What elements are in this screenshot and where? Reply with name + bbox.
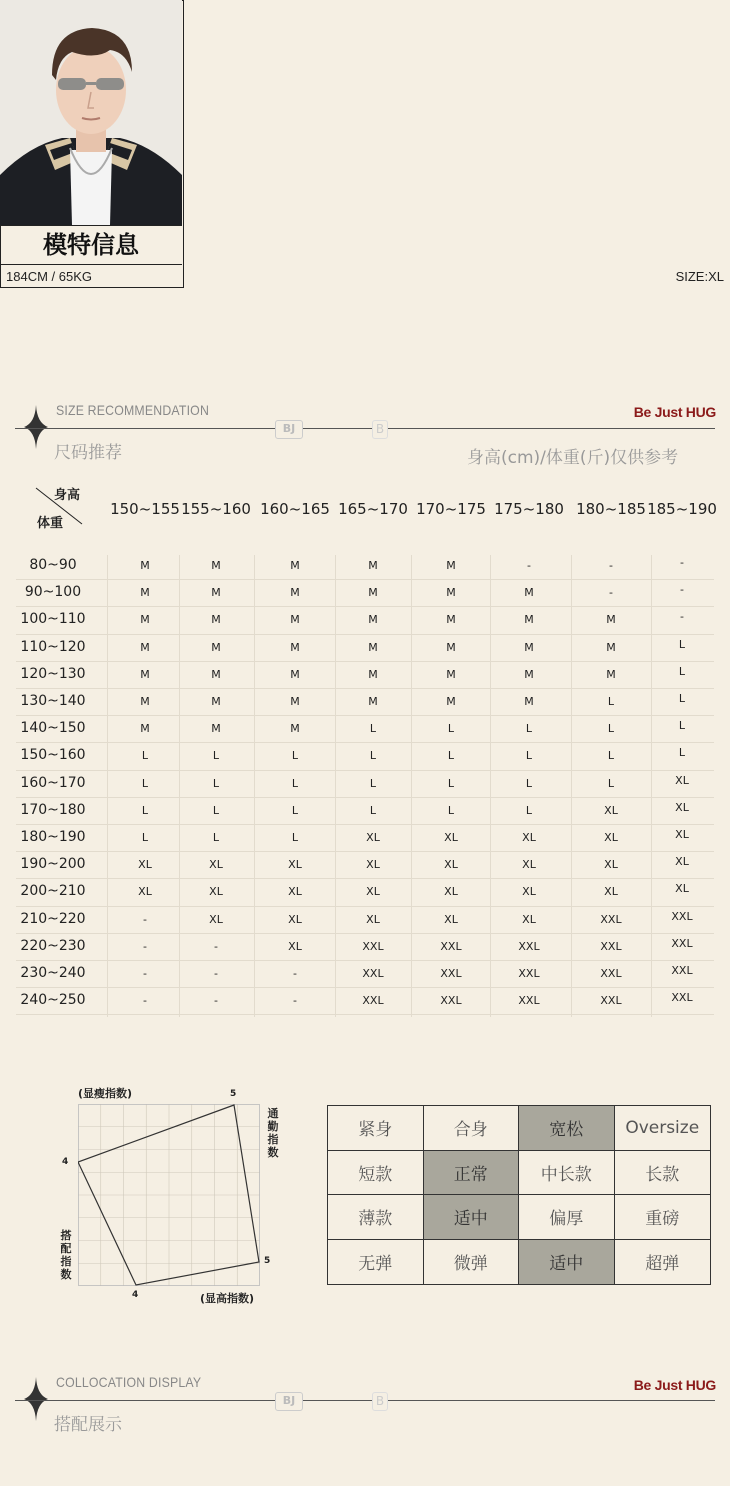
size-cell: XXL — [518, 967, 540, 980]
style-option-cell: 超弹 — [645, 1254, 680, 1275]
size-cell: XL — [288, 939, 302, 953]
size-cell: XL — [675, 800, 689, 814]
height-range-header: 155~160 — [181, 500, 251, 518]
size-cell: M — [211, 640, 221, 654]
monogram-b-logo: B — [372, 420, 388, 439]
size-cell: XXL — [518, 939, 540, 953]
size-cell: L — [212, 776, 220, 790]
weight-range-label: 100~110 — [20, 611, 86, 628]
size-cell: XXL — [362, 994, 384, 1008]
size-cell: M — [140, 613, 150, 627]
size-cell: L — [291, 831, 299, 844]
size-cell: L — [525, 803, 533, 817]
size-cell: M — [211, 559, 221, 572]
sparkle-icon — [24, 1377, 48, 1421]
size-cell: M — [290, 559, 300, 572]
size-cell: XXL — [518, 994, 540, 1008]
table-row-divider — [16, 906, 714, 907]
size-cell: M — [290, 640, 300, 654]
weight-range-label: 230~240 — [20, 965, 86, 981]
size-cell: M — [211, 586, 221, 600]
table-row-divider — [16, 824, 714, 825]
weight-range-label: 110~120 — [20, 638, 86, 655]
size-cell: - — [293, 967, 297, 980]
table-column-divider — [254, 555, 255, 1017]
size-cell: XL — [522, 912, 536, 926]
match-index-value: 4 — [62, 1157, 69, 1167]
size-cell: M — [211, 667, 221, 681]
style-option-cell: 偏厚 — [519, 1195, 615, 1240]
size-cell: XL — [444, 885, 458, 899]
reference-note: 身高(cm)/体重(斤)仅供参考 — [467, 448, 679, 468]
model-info-card — [0, 0, 724, 288]
size-cell: XL — [444, 858, 458, 872]
table-column-divider — [107, 555, 108, 1017]
size-cell: XXL — [440, 994, 462, 1008]
size-cell: XXL — [440, 939, 462, 953]
style-attribute-grid — [327, 1105, 711, 1285]
size-cell: XL — [288, 885, 302, 899]
size-cell: L — [525, 776, 533, 790]
size-cell: M — [368, 640, 378, 654]
size-cell: L — [525, 749, 533, 763]
size-cell: L — [291, 776, 299, 790]
style-option-cell: 宽松 — [519, 1106, 615, 1151]
size-cell: XL — [444, 831, 458, 844]
weight-range-label: 160~170 — [20, 774, 86, 791]
weight-range-label: 190~200 — [20, 856, 86, 873]
style-option-cell: Oversize — [615, 1106, 711, 1151]
size-cell: M — [290, 586, 300, 600]
style-option-cell: 短款 — [328, 1151, 424, 1196]
size-cell: L — [607, 749, 615, 763]
size-cell: - — [143, 912, 147, 926]
height-range-header: 165~170 — [338, 500, 408, 518]
size-cell: M — [140, 667, 150, 681]
table-row-divider — [16, 715, 714, 716]
model-illustration — [0, 0, 182, 225]
table-row-divider — [16, 688, 714, 689]
size-cell: L — [525, 722, 533, 736]
size-cell: M — [446, 613, 456, 627]
table-column-divider — [411, 555, 412, 1017]
size-cell: - — [143, 967, 147, 980]
monogram-logo: BJ — [275, 420, 303, 439]
size-cell: XL — [604, 885, 618, 899]
brand-logo: Be Just HUG — [633, 1377, 716, 1393]
table-row-divider — [16, 960, 714, 961]
size-cell: XL — [675, 773, 689, 787]
size-cell: - — [680, 583, 684, 597]
size-cell: M — [211, 613, 221, 627]
size-cell: L — [141, 831, 149, 844]
size-cell: L — [447, 803, 455, 817]
size-cell: M — [446, 695, 456, 708]
size-cell: XL — [209, 885, 223, 899]
style-option-cell: 薄款 — [328, 1195, 424, 1240]
size-cell: M — [290, 695, 300, 708]
size-cell: M — [290, 613, 300, 627]
size-cell: XL — [288, 858, 302, 872]
size-cell: M — [368, 613, 378, 627]
size-cell: L — [369, 776, 377, 790]
size-cell: - — [609, 586, 613, 600]
style-option-cell: 长款 — [615, 1151, 711, 1196]
size-cell: M — [524, 586, 534, 600]
table-row-divider — [16, 661, 714, 662]
size-cell: M — [446, 559, 456, 572]
size-cell: - — [680, 556, 684, 569]
model-info-title: 模特信息 — [0, 225, 182, 265]
size-cell: M — [368, 586, 378, 600]
size-cell: L — [607, 722, 615, 736]
size-cell: L — [678, 664, 686, 678]
size-cell: XL — [522, 885, 536, 899]
style-option-cell: 适中 — [519, 1240, 615, 1285]
weight-range-label: 240~250 — [20, 992, 86, 1009]
size-cell: - — [214, 994, 218, 1008]
size-cell: L — [447, 776, 455, 790]
size-cell: M — [524, 613, 534, 627]
size-cell: XL — [366, 885, 380, 899]
commute-index-value: 5 — [264, 1256, 271, 1266]
size-cell: M — [368, 695, 378, 708]
style-option-cell: 适中 — [424, 1195, 520, 1240]
size-cell: M — [606, 667, 616, 681]
size-cell: M — [140, 695, 150, 708]
size-cell: - — [293, 994, 297, 1008]
size-cell: M — [606, 613, 616, 627]
table-row-divider — [16, 1014, 714, 1015]
slim-index-value: 5 — [230, 1089, 237, 1099]
table-row-divider — [16, 933, 714, 934]
size-cell: L — [607, 776, 615, 790]
table-corner-cell — [20, 480, 86, 530]
height-range-header: 150~155 — [110, 500, 180, 518]
size-cell: L — [212, 831, 220, 844]
size-cell: XL — [138, 858, 152, 872]
size-cell: XL — [288, 912, 302, 926]
size-cell: M — [290, 667, 300, 681]
table-row-divider — [16, 797, 714, 798]
weight-range-label: 130~140 — [20, 693, 86, 709]
weight-range-label: 220~230 — [20, 937, 86, 954]
style-option-cell: 紧身 — [328, 1106, 424, 1151]
height-range-header: 170~175 — [416, 500, 486, 518]
section-divider — [15, 428, 715, 429]
size-cell: L — [607, 695, 615, 708]
size-cell: M — [524, 695, 534, 708]
table-column-divider — [179, 555, 180, 1017]
table-row-divider — [16, 634, 714, 635]
style-option-cell: 正常 — [424, 1151, 520, 1196]
size-cell: - — [527, 559, 531, 572]
style-option-cell: 合身 — [424, 1106, 520, 1151]
size-cell: XL — [209, 858, 223, 872]
size-cell: L — [291, 803, 299, 817]
size-cell: - — [143, 994, 147, 1008]
size-cell: XL — [522, 858, 536, 872]
model-height-weight: 184CM / 65KG — [6, 268, 92, 284]
size-cell: M — [290, 722, 300, 736]
size-cell: XL — [675, 882, 689, 896]
size-cell: L — [141, 776, 149, 790]
sparkle-icon — [24, 405, 48, 449]
weight-range-label: 90~100 — [24, 584, 82, 601]
style-option-cell: 无弹 — [328, 1240, 424, 1285]
size-cell: L — [678, 692, 686, 705]
size-cell: XXL — [600, 967, 622, 980]
size-cell: - — [214, 939, 218, 953]
weight-range-label: 180~190 — [20, 829, 86, 845]
size-cell: L — [678, 746, 686, 760]
size-cell: XL — [675, 828, 689, 841]
height-axis-label: 身高 — [53, 488, 80, 503]
size-cell: M — [524, 667, 534, 681]
monogram-b-logo: B — [372, 1392, 388, 1411]
size-cell: XXL — [440, 967, 462, 980]
table-row-divider — [16, 987, 714, 988]
weight-range-label: 210~220 — [20, 910, 86, 927]
height-range-header: 160~165 — [260, 500, 330, 518]
weight-range-label: 200~210 — [20, 883, 86, 900]
height-range-header: 175~180 — [494, 500, 564, 518]
size-cell: M — [446, 640, 456, 654]
table-row-divider — [16, 878, 714, 879]
table-column-divider — [335, 555, 336, 1017]
size-cell: M — [211, 695, 221, 708]
table-column-divider — [571, 555, 572, 1017]
size-cell: M — [524, 640, 534, 654]
collocation-section-title-en: COLLOCATION DISPLAY — [56, 1374, 202, 1390]
size-cell: XXL — [600, 939, 622, 953]
size-cell: XL — [444, 912, 458, 926]
size-cell: XL — [138, 885, 152, 899]
size-cell: XL — [675, 855, 689, 869]
height-index-value: 4 — [132, 1290, 139, 1300]
size-cell: M — [140, 559, 150, 572]
size-cell: XXL — [362, 967, 384, 980]
section-divider — [15, 1400, 715, 1401]
match-index-label: 搭 配 指 数 — [60, 1229, 72, 1281]
size-cell: L — [141, 803, 149, 817]
size-cell: - — [143, 939, 147, 953]
size-cell: XXL — [671, 909, 693, 923]
index-chart-grid — [78, 1104, 260, 1286]
size-cell: M — [368, 667, 378, 681]
weight-range-label: 140~150 — [20, 720, 86, 737]
size-cell: XL — [209, 912, 223, 926]
table-row-divider — [16, 579, 714, 580]
size-section-title-cn: 尺码推荐 — [54, 443, 122, 463]
style-option-cell: 中长款 — [519, 1151, 615, 1196]
size-cell: XL — [366, 831, 380, 844]
weight-range-label: 170~180 — [20, 801, 86, 818]
size-cell: M — [140, 722, 150, 736]
size-cell: L — [212, 803, 220, 817]
weight-axis-label: 体重 — [37, 516, 64, 531]
size-cell: XL — [604, 831, 618, 844]
size-cell: XL — [366, 912, 380, 926]
weight-range-label: 80~90 — [29, 557, 77, 573]
weight-range-label: 150~160 — [20, 747, 86, 764]
size-cell: XL — [604, 803, 618, 817]
size-cell: M — [211, 722, 221, 736]
table-row-divider — [16, 606, 714, 607]
style-option-cell: 重磅 — [615, 1195, 711, 1240]
size-cell: L — [141, 749, 149, 763]
size-cell: L — [291, 749, 299, 763]
style-option-cell: 微弹 — [424, 1240, 520, 1285]
size-cell: XL — [604, 858, 618, 872]
size-cell: L — [447, 749, 455, 763]
size-cell: M — [446, 586, 456, 600]
commute-index-label: 通 勤 指 数 — [267, 1107, 279, 1159]
size-section-title-en: SIZE RECOMMENDATION — [56, 402, 210, 418]
size-cell: XXL — [600, 994, 622, 1008]
size-cell: XXL — [362, 939, 384, 953]
size-cell: XXL — [671, 991, 693, 1005]
size-cell: M — [140, 586, 150, 600]
brand-logo: Be Just HUG — [633, 404, 716, 420]
size-cell: L — [212, 749, 220, 763]
height-range-header: 180~185 — [576, 500, 646, 518]
height-range-header: 185~190 — [647, 500, 717, 518]
model-photo — [0, 0, 182, 225]
size-cell: XXL — [671, 964, 693, 977]
size-cell: L — [369, 749, 377, 763]
size-cell: L — [678, 719, 686, 733]
monogram-logo: BJ — [275, 1392, 303, 1411]
size-cell: XXL — [600, 912, 622, 926]
model-stats — [6, 266, 724, 286]
size-cell: M — [606, 640, 616, 654]
table-row-divider — [16, 770, 714, 771]
size-cell: - — [609, 559, 613, 572]
table-row-divider — [16, 851, 714, 852]
slim-index-label: (显瘦指数) — [78, 1087, 133, 1100]
size-cell: M — [446, 667, 456, 681]
height-index-label: (显高指数) — [200, 1292, 255, 1305]
weight-range-label: 120~130 — [20, 665, 86, 682]
size-cell: L — [369, 722, 377, 736]
size-cell: - — [214, 967, 218, 980]
table-column-divider — [490, 555, 491, 1017]
size-cell: L — [447, 722, 455, 736]
table-row-divider — [16, 742, 714, 743]
size-cell: - — [680, 610, 684, 624]
size-cell: L — [369, 803, 377, 817]
collocation-section-title-cn: 搭配展示 — [54, 1415, 122, 1435]
size-cell: XXL — [671, 936, 693, 950]
size-cell: M — [140, 640, 150, 654]
size-cell: XL — [522, 831, 536, 844]
size-cell: L — [678, 637, 686, 651]
model-size: SIZE:XL — [675, 268, 724, 284]
size-cell: M — [368, 559, 378, 572]
size-cell: XL — [366, 858, 380, 872]
